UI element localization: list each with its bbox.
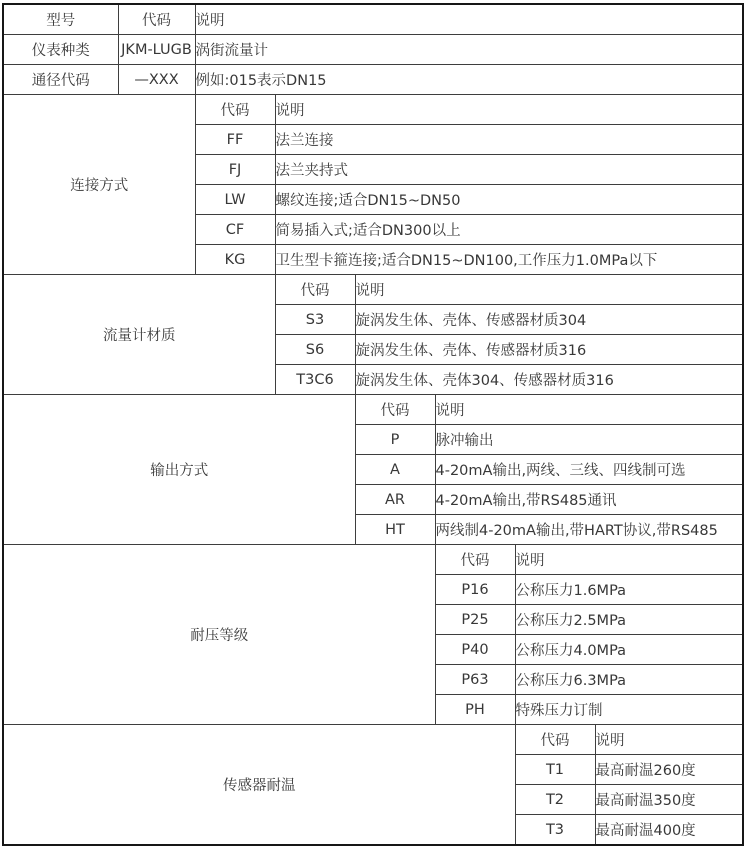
desc-cell: 两线制4-20mA输出,带HART协议,带RS485 — [435, 515, 743, 545]
desc-cell: 法兰夹持式 — [275, 155, 743, 185]
desc-cell: 公称压力1.6MPa — [515, 575, 743, 605]
section-header-row — [3, 545, 743, 575]
code-cell: JKM-LUGB — [118, 35, 195, 65]
sub-code-header: 代码 — [515, 725, 595, 755]
code-cell: T3 — [515, 815, 595, 846]
code-cell: S3 — [275, 305, 355, 335]
desc-cell: 卫生型卡箍连接;适合DN15~DN100,工作压力1.0MPa以下 — [275, 245, 743, 275]
code-cell: PH — [435, 695, 515, 725]
section-header-row — [3, 395, 743, 425]
code-cell: P — [355, 425, 435, 455]
code-cell: P16 — [435, 575, 515, 605]
desc-cell: 例如:015表示DN15 — [195, 65, 743, 95]
sub-code-header: 代码 — [195, 95, 275, 125]
code-column-header: 代码 — [118, 4, 195, 35]
section-label-cell: 流量计材质 — [3, 275, 275, 395]
code-cell: KG — [195, 245, 275, 275]
code-cell: T2 — [515, 785, 595, 815]
desc-cell: 螺纹连接;适合DN15~DN50 — [275, 185, 743, 215]
desc-cell: 法兰连接 — [275, 125, 743, 155]
desc-cell: 公称压力4.0MPa — [515, 635, 743, 665]
section-label-cell: 连接方式 — [3, 95, 195, 275]
sub-desc-header: 说明 — [515, 545, 743, 575]
desc-cell: 最高耐温400度 — [595, 815, 743, 846]
sub-code-header: 代码 — [435, 545, 515, 575]
section-header-row — [3, 95, 743, 125]
code-cell: LW — [195, 185, 275, 215]
desc-cell: 4-20mA输出,两线、三线、四线制可选 — [435, 455, 743, 485]
desc-cell: 旋涡发生体、壳体304、传感器材质316 — [355, 365, 743, 395]
code-cell: P63 — [435, 665, 515, 695]
code-cell: T1 — [515, 755, 595, 785]
code-cell: P40 — [435, 635, 515, 665]
spec-table — [2, 3, 744, 846]
desc-cell: 公称压力2.5MPa — [515, 605, 743, 635]
code-cell: HT — [355, 515, 435, 545]
desc-cell: 简易插入式;适合DN300以上 — [275, 215, 743, 245]
desc-cell: 涡街流量计 — [195, 35, 743, 65]
desc-cell: 脉冲输出 — [435, 425, 743, 455]
desc-cell: 旋涡发生体、壳体、传感器材质316 — [355, 335, 743, 365]
section-label-cell: 传感器耐温 — [3, 725, 515, 846]
desc-cell: 公称压力6.3MPa — [515, 665, 743, 695]
code-cell: S6 — [275, 335, 355, 365]
desc-cell: 4-20mA输出,带RS485通讯 — [435, 485, 743, 515]
sub-desc-header: 说明 — [275, 95, 743, 125]
desc-column-header: 说明 — [195, 4, 743, 35]
code-cell: FJ — [195, 155, 275, 185]
model-column-header: 型号 — [3, 4, 118, 35]
sub-code-header: 代码 — [275, 275, 355, 305]
code-cell: T3C6 — [275, 365, 355, 395]
code-cell: —XXX — [118, 65, 195, 95]
code-cell: A — [355, 455, 435, 485]
sub-desc-header: 说明 — [435, 395, 743, 425]
code-cell: CF — [195, 215, 275, 245]
section-label-cell: 输出方式 — [3, 395, 355, 545]
row-label-cell: 仪表种类 — [3, 35, 118, 65]
desc-cell: 最高耐温260度 — [595, 755, 743, 785]
code-cell: P25 — [435, 605, 515, 635]
section-header-row — [3, 275, 743, 305]
code-cell: FF — [195, 125, 275, 155]
table-header-row — [3, 4, 743, 35]
desc-cell: 最高耐温350度 — [595, 785, 743, 815]
desc-cell: 旋涡发生体、壳体、传感器材质304 — [355, 305, 743, 335]
table-row — [3, 35, 743, 65]
row-label-cell: 通径代码 — [3, 65, 118, 95]
table-row — [3, 65, 743, 95]
sub-desc-header: 说明 — [355, 275, 743, 305]
section-header-row — [3, 725, 743, 755]
desc-cell: 特殊压力订制 — [515, 695, 743, 725]
code-cell: AR — [355, 485, 435, 515]
sub-desc-header: 说明 — [595, 725, 743, 755]
sub-code-header: 代码 — [355, 395, 435, 425]
section-label-cell: 耐压等级 — [3, 545, 435, 725]
